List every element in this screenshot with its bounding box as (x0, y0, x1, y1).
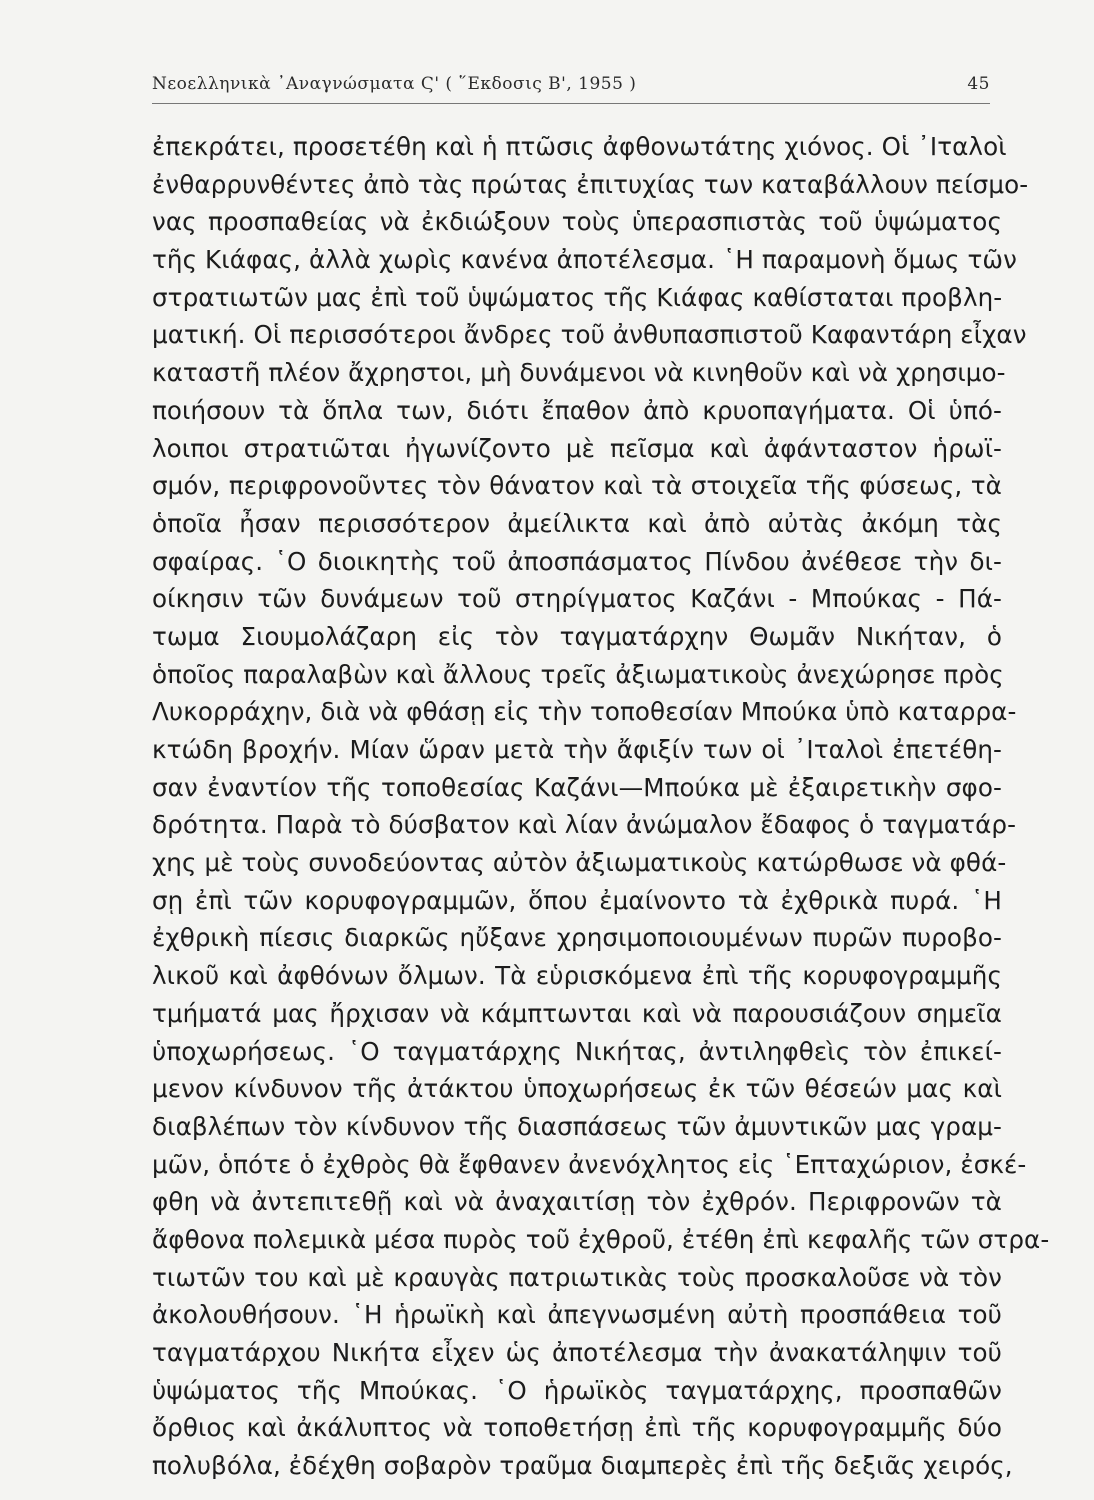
text-line: οίκησιν τῶν δυνάμεων τοῦ στηρίγματος Καζάνι - Μπούκας - Πά- (152, 584, 1002, 614)
text-line: ἐχθρικὴ πίεσις διαρκῶς ηὔξανε χρησιμοποιουμένων πυρῶν πυροβο- (152, 923, 1002, 953)
running-header (152, 72, 990, 102)
text-line: ὑψώματος τῆς Μπούκας. ῾Ο ἡρωϊκὸς ταγματάρχης, προσπαθῶν (152, 1375, 1002, 1405)
text-line: λικοῦ καὶ ἀφθόνων ὄλμων. Τὰ εὑρισκόμενα ἐπὶ τῆς κορυφογραμμῆς (152, 961, 1002, 991)
text-line: τῆς Κιάφας, ἀλλὰ χωρὶς κανένα ἀποτέλεσμα. ῾Η παραμονὴ ὅμως τῶν (152, 245, 1017, 275)
text-line: Λυκορράχην, διὰ νὰ φθάσῃ εἰς τὴν τοποθεσίαν Μπούκα ὑπὸ καταρρα- (152, 697, 1017, 727)
text-line: σφαίρας. ῾Ο διοικητὴς τοῦ ἀποσπάσματος Πίνδου ἀνέθεσε τὴν δι- (152, 546, 1002, 576)
text-line: τιωτῶν του καὶ μὲ κραυγὰς πατριωτικὰς τοὺς προσκαλοῦσε νὰ τὸν (152, 1262, 1002, 1292)
text-line: πολυβόλα, ἐδέχθη σοβαρὸν τραῦμα διαμπερὲς ἐπὶ τῆς δεξιᾶς χειρός, (152, 1451, 1013, 1481)
text-line: λοιποι στρατιῶται ἠγωνίζοντο μὲ πεῖσμα καὶ ἀφάνταστον ἡρωϊ- (152, 433, 1002, 463)
text-line: τμήματά μας ἤρχισαν νὰ κάμπτωνται καὶ νὰ παρουσιάζουν σημεῖα (152, 998, 1002, 1028)
header-rule (152, 103, 990, 104)
text-line: φθη νὰ ἀντεπιτεθῇ καὶ νὰ ἀναχαιτίσῃ τὸν ἐχθρόν. Περιφρονῶν τὰ (152, 1187, 1002, 1217)
text-line: ἐνθαρρυνθέντες ἀπὸ τὰς πρώτας ἐπιτυχίας των καταβάλλουν πείσμο- (152, 169, 1029, 199)
text-line: ὁποῖος παραλαβὼν καὶ ἄλλους τρεῖς ἀξιωματικοὺς ἀνεχώρησε πρὸς (152, 659, 1004, 689)
text-line: ἄφθονα πολεμικὰ μέσα πυρὸς τοῦ ἐχθροῦ, ἐτέθη ἐπὶ κεφαλῆς τῶν στρα- (152, 1224, 1050, 1254)
text-line: κτώδη βροχήν. Μίαν ὥραν μετὰ τὴν ἄφιξίν των οἱ ᾿Ιταλοὶ ἐπετέθη- (152, 735, 1002, 764)
text-line: ὁποῖα ἦσαν περισσότερον ἀμείλικτα καὶ ἀπὸ αὐτὰς ἀκόμη τὰς (152, 508, 1002, 538)
book-title: Νεοελληνικὰ ᾿Αναγνώσματα Ϛ' ( ῞Εκδοσις Β', 1955 ) (152, 74, 637, 94)
page-number: 45 (967, 74, 990, 94)
text-line: διαβλέπων τὸν κίνδυνον τῆς διασπάσεως τῶν ἀμυντικῶν μας γραμ- (152, 1111, 1002, 1141)
text-line: τωμα Σιουμολάζαρη εἰς τὸν ταγματάρχην Θωμᾶν Νικήταν, ὁ (152, 621, 1002, 651)
text-line: ὄρθιος καὶ ἀκάλυπτος νὰ τοποθετήσῃ ἐπὶ τῆς κορυφογραμμῆς δύο (152, 1413, 1002, 1443)
body-text (152, 128, 1050, 1485)
text-line: σῃ ἐπὶ τῶν κορυφογραμμῶν, ὅπου ἐμαίνοντο τὰ ἐχθρικὰ πυρά. ῾Η (152, 885, 1002, 915)
text-line: νας προσπαθείας νὰ ἐκδιώξουν τοὺς ὑπερασπιστὰς τοῦ ὑψώματος (152, 207, 1002, 237)
text-line: καταστῆ πλέον ἄχρηστοι, μὴ δυνάμενοι νὰ κινηθοῦν καὶ νὰ χρησιμο- (152, 358, 1006, 388)
text-line: μενον κίνδυνον τῆς ἀτάκτου ὑποχωρήσεως ἐκ τῶν θέσεών μας καὶ (152, 1074, 1002, 1104)
text-line: ἀκολουθήσουν. ῾Η ἡρωϊκὴ καὶ ἀπεγνωσμένη αὐτὴ προσπάθεια τοῦ (152, 1300, 1002, 1330)
text-line: δρότητα. Παρὰ τὸ δύσβατον καὶ λίαν ἀνώμαλον ἔδαφος ὁ ταγματάρ- (152, 810, 1017, 840)
text-line: ἐπεκράτει, προσετέθη καὶ ἡ πτῶσις ἀφθονωτάτης χιόνος. Οἱ ᾿Ιταλοὶ (152, 132, 1007, 161)
text-line: ματική. Οἱ περισσότεροι ἄνδρες τοῦ ἀνθυπασπιστοῦ Καφαντάρη εἶχαν (152, 320, 1027, 350)
text-line: σμόν, περιφρονοῦντες τὸν θάνατον καὶ τὰ στοιχεῖα τῆς φύσεως, τὰ (152, 471, 1002, 501)
text-line: σαν ἐναντίον τῆς τοποθεσίας Καζάνι—Μπούκα μὲ ἐξαιρετικὴν σφο- (152, 772, 1002, 802)
text-line: μῶν, ὁπότε ὁ ἐχθρὸς θὰ ἔφθανεν ἀνενόχλητος εἰς ῾Επταχώριον, ἐσκέ- (152, 1149, 1027, 1179)
text-line: στρατιωτῶν μας ἐπὶ τοῦ ὑψώματος τῆς Κιάφας καθίσταται προβλη- (152, 282, 1003, 312)
text-line: ὑποχωρήσεως. ῾Ο ταγματάρχης Νικήτας, ἀντιληφθεὶς τὸν ἐπικεί- (152, 1036, 1002, 1066)
text-line: ταγματάρχου Νικήτα εἶχεν ὡς ἀποτέλεσμα τὴν ἀνακατάληψιν τοῦ (152, 1338, 1002, 1367)
text-line: ποιήσουν τὰ ὅπλα των, διότι ἔπαθον ἀπὸ κρυοπαγήματα. Οἱ ὑπό- (152, 395, 1002, 425)
text-line: χης μὲ τοὺς συνοδεύοντας αὐτὸν ἀξιωματικοὺς κατώρθωσε νὰ φθά- (152, 848, 1007, 878)
